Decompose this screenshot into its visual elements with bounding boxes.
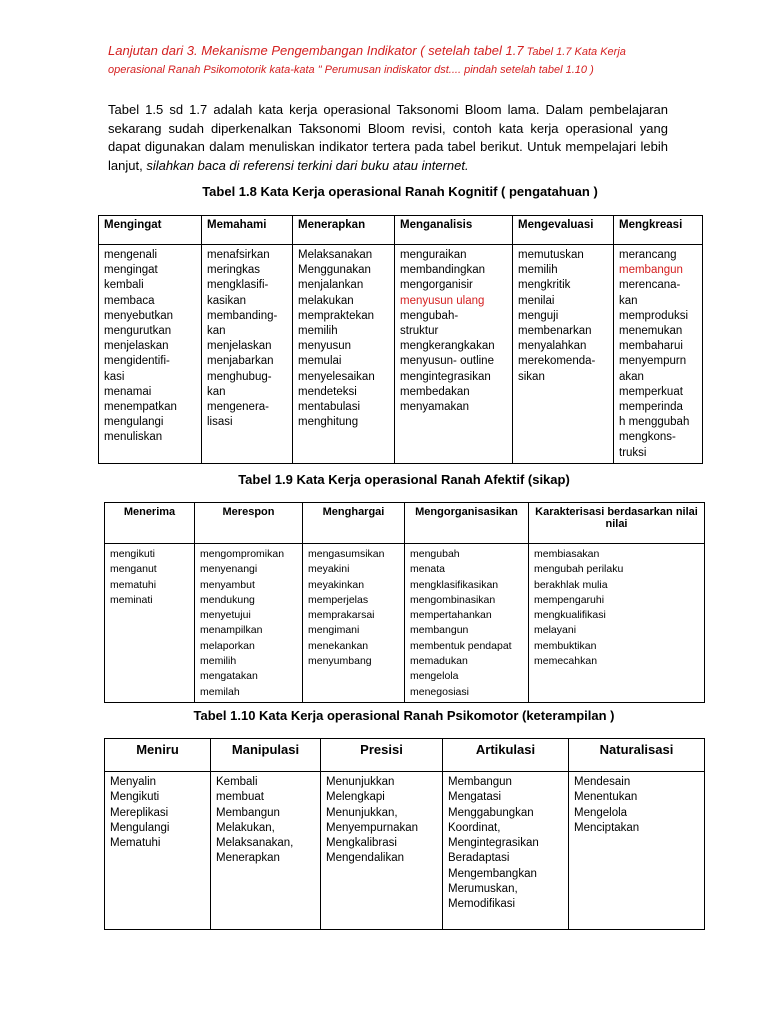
cell-item: Mengatasi bbox=[448, 791, 502, 804]
table110-header: Manipulasi bbox=[211, 739, 321, 772]
cell-item: menghubug- bbox=[207, 370, 272, 383]
cell-item: struktur bbox=[400, 325, 439, 338]
cell-item: melaporkan bbox=[200, 639, 255, 652]
cell-item: menilai bbox=[518, 294, 555, 307]
cell-item: membandingkan bbox=[400, 264, 486, 277]
table19-caption: Tabel 1.9 Kata Kerja operasional Ranah Afektif (sikap) bbox=[238, 472, 570, 487]
table19-cell bbox=[405, 544, 529, 703]
cell-item: mematuhi bbox=[110, 578, 157, 591]
cell-item: kasikan bbox=[207, 294, 246, 307]
table19-header: Karakterisasi berdasarkan nilai nilai bbox=[529, 503, 705, 544]
cell-item: mengenera- bbox=[207, 401, 270, 414]
cell-item: memulai bbox=[298, 355, 342, 368]
cell-item: meminati bbox=[110, 593, 153, 606]
intro-text: Tabel 1.5 sd 1.7 adalah kata kerja operasional Taksonomi Bloom lama. Dalam pembelajaran sekarang sudah diperkenalkan Taksonomi Bloom revisi, contoh kata kerja operasional yang dapat digunakan dalam menuliskan indikator tertera pada tabel berikut. Untuk mempelajari lebih lanjut, bbox=[108, 102, 668, 173]
cell-item: mengombinasikan bbox=[410, 593, 496, 606]
cell-item: merencana- bbox=[619, 279, 681, 292]
cell-item: membentuk pendapat bbox=[410, 639, 512, 652]
cell-item: mengingat bbox=[104, 264, 158, 277]
cell-item: mengenali bbox=[104, 249, 158, 261]
cell-item: memilih bbox=[518, 264, 558, 277]
cell-item: kan bbox=[207, 385, 226, 398]
table19-header: Menghargai bbox=[303, 503, 405, 544]
cell-item: menafsirkan bbox=[207, 249, 270, 261]
table110-header: Presisi bbox=[321, 739, 443, 772]
table19-header: Merespon bbox=[195, 503, 303, 544]
cell-item: memproduksi bbox=[619, 309, 689, 322]
cell-item: mengubah- bbox=[400, 309, 459, 322]
cell-item: mengidentifi- bbox=[104, 355, 170, 368]
cell-item: mengkerangkakan bbox=[400, 340, 495, 353]
cell-item: Menunjukkan bbox=[326, 776, 395, 788]
cell-item: Menyalin bbox=[110, 776, 157, 788]
cell-item: Mengikuti bbox=[110, 791, 160, 804]
table18-kognitif bbox=[98, 215, 703, 464]
cell-item: Kembali bbox=[216, 776, 258, 788]
cell-item: menyempurn bbox=[619, 355, 687, 368]
table110-cell bbox=[105, 772, 211, 930]
cell-item: Mengembangkan bbox=[448, 867, 537, 880]
cell-item: menempatkan bbox=[104, 401, 177, 414]
cell-item: mendukung bbox=[200, 593, 255, 606]
cell-item: meyakini bbox=[308, 563, 350, 576]
cell-item: akan bbox=[619, 370, 644, 383]
table19-header: Mengorganisasikan bbox=[405, 503, 529, 544]
cell-item: menyalahkan bbox=[518, 340, 587, 353]
cell-item: Melakukan, bbox=[216, 821, 275, 834]
table18-cell bbox=[513, 245, 614, 464]
cell-item: mengulangi bbox=[104, 416, 164, 429]
cell-item: membedakan bbox=[400, 385, 470, 398]
cell-item: kan bbox=[207, 325, 226, 338]
cell-item: menyusun- outline bbox=[400, 355, 494, 368]
cell-item: menampilkan bbox=[200, 624, 263, 637]
cell-item: menyumbang bbox=[308, 655, 372, 668]
cell-item: menyamakan bbox=[400, 401, 470, 414]
cell-item: Mendesain bbox=[574, 776, 631, 788]
cell-item: mengelola bbox=[410, 670, 459, 683]
cell-item: menyusun bbox=[298, 340, 352, 353]
cell-item: memperjelas bbox=[308, 593, 369, 606]
table110-cell bbox=[211, 772, 321, 930]
cell-item: lisasi bbox=[207, 416, 233, 429]
cell-item: membenarkan bbox=[518, 325, 592, 338]
table110-cell bbox=[569, 772, 705, 930]
continuation-note-title: Lanjutan dari 3. Mekanisme Pengembangan Indikator ( setelah tabel 1.7 bbox=[108, 43, 524, 58]
table19-cell bbox=[195, 544, 303, 703]
cell-item: Mengkalibrasi bbox=[326, 837, 397, 850]
cell-item: menghitung bbox=[298, 416, 359, 429]
table19-cell bbox=[105, 544, 195, 703]
table18-header: Mengingat bbox=[99, 216, 202, 245]
cell-item: Mengelola bbox=[574, 806, 628, 819]
cell-item: menuliskan bbox=[104, 431, 163, 444]
cell-item: mengkualifikasi bbox=[534, 609, 606, 622]
cell-item: Menggabungkan bbox=[448, 806, 534, 819]
table19-afektif bbox=[104, 502, 705, 703]
cell-item: kan bbox=[619, 294, 638, 307]
cell-item: mengkons- bbox=[619, 431, 676, 444]
table18-caption: Tabel 1.8 Kata Kerja operasional Ranah Kognitif ( pengatahuan ) bbox=[202, 184, 598, 199]
cell-item: Memodifikasi bbox=[448, 898, 516, 911]
cell-item: mengatakan bbox=[200, 670, 258, 683]
cell-item: mengintegrasikan bbox=[400, 370, 491, 383]
cell-item: berakhlak mulia bbox=[534, 578, 608, 591]
continuation-note-detail: Tabel 1.7 Kata Kerja operasional Ranah Psikomotorik kata-kata " Perumusan indiskator dst.... pindah setelah tabel 1.10 ) bbox=[108, 46, 626, 76]
cell-item: menyenangi bbox=[200, 563, 258, 576]
cell-item: Menerapkan bbox=[216, 852, 280, 865]
cell-item: menata bbox=[410, 563, 446, 576]
cell-item: memutuskan bbox=[518, 249, 584, 261]
table18-header: Mengkreasi bbox=[614, 216, 703, 245]
table110-caption: Tabel 1.10 Kata Kerja operasional Ranah Psikomotor (keterampilan ) bbox=[193, 708, 615, 723]
table18-header: Menerapkan bbox=[293, 216, 395, 245]
cell-item: membuat bbox=[216, 791, 264, 804]
intro-paragraph bbox=[108, 101, 668, 175]
cell-item: menekankan bbox=[308, 639, 369, 652]
continuation-note bbox=[108, 42, 668, 79]
cell-item: menegosiasi bbox=[410, 685, 469, 698]
table18-header: Mengevaluasi bbox=[513, 216, 614, 245]
cell-item: mengasumsikan bbox=[308, 548, 385, 560]
table110-cell bbox=[321, 772, 443, 930]
cell-item: membaca bbox=[104, 294, 155, 307]
cell-item: mempraktekan bbox=[298, 309, 375, 322]
cell-item: Koordinat, bbox=[448, 821, 501, 834]
table19-body-row bbox=[105, 544, 705, 703]
cell-item: meyakinkan bbox=[308, 578, 365, 591]
cell-item: memilih bbox=[298, 325, 338, 338]
cell-item: memadukan bbox=[410, 655, 468, 668]
cell-item: mempertahankan bbox=[410, 609, 492, 622]
cell-item: melakukan bbox=[298, 294, 354, 307]
table18-header: Memahami bbox=[202, 216, 293, 245]
table18-cell bbox=[293, 245, 395, 464]
cell-item: h menggubah bbox=[619, 416, 690, 429]
cell-item: menganut bbox=[110, 563, 157, 576]
cell-item: mengurutkan bbox=[104, 325, 172, 338]
cell-item: menjalankan bbox=[298, 279, 364, 292]
table18-cell bbox=[202, 245, 293, 464]
cell-item: membaharui bbox=[619, 340, 683, 353]
table110-header: Naturalisasi bbox=[569, 739, 705, 772]
table110-psikomotor bbox=[104, 738, 705, 930]
cell-item: menyelesaikan bbox=[298, 370, 375, 383]
cell-item: Melaksanakan bbox=[298, 249, 373, 261]
cell-item: menyebutkan bbox=[104, 309, 174, 322]
cell-item: menguraikan bbox=[400, 249, 467, 261]
cell-item: Membangun bbox=[448, 776, 512, 788]
table110-header-row bbox=[105, 739, 705, 772]
cell-item: membangun bbox=[410, 624, 469, 637]
table19-header: Menerima bbox=[105, 503, 195, 544]
table110-body-row bbox=[105, 772, 705, 930]
cell-item: menemukan bbox=[619, 325, 683, 338]
cell-item: merekomenda- bbox=[518, 355, 596, 368]
cell-item: sikan bbox=[518, 370, 545, 383]
cell-item: mengubah bbox=[410, 548, 460, 560]
cell-item: membuktikan bbox=[534, 639, 597, 652]
table110-header: Meniru bbox=[105, 739, 211, 772]
cell-item: mengorganisir bbox=[400, 279, 473, 292]
cell-item: menyetujui bbox=[200, 609, 251, 622]
table18-cell bbox=[395, 245, 513, 464]
cell-item: kembali bbox=[104, 279, 144, 292]
cell-item: mentabulasi bbox=[298, 401, 361, 414]
cell-item: kasi bbox=[104, 370, 125, 383]
cell-item: mengubah perilaku bbox=[534, 563, 624, 576]
cell-item: memprakarsai bbox=[308, 609, 375, 622]
cell-item: merancang bbox=[619, 249, 677, 261]
cell-item: Mereplikasi bbox=[110, 806, 169, 819]
cell-item: Menunjukkan, bbox=[326, 806, 398, 819]
cell-item: memecahkan bbox=[534, 655, 598, 668]
cell-item: melayani bbox=[534, 624, 577, 637]
table18-cell bbox=[99, 245, 202, 464]
cell-item: menjelaskan bbox=[207, 340, 272, 353]
cell-item: memilah bbox=[200, 685, 240, 698]
table19-cell bbox=[303, 544, 405, 703]
cell-item: membanding- bbox=[207, 309, 278, 322]
cell-item: mendeteksi bbox=[298, 385, 357, 398]
cell-item: Menggunakan bbox=[298, 264, 371, 277]
cell-item: menamai bbox=[104, 385, 152, 398]
cell-item: truksi bbox=[619, 446, 647, 459]
cell-item: Mengintegrasikan bbox=[448, 837, 539, 850]
cell-item: Mematuhi bbox=[110, 837, 161, 850]
cell-item: mengklasifi- bbox=[207, 279, 269, 292]
cell-item: Merumuskan, bbox=[448, 883, 518, 896]
table110-cell bbox=[443, 772, 569, 930]
intro-italic: silahkan baca di referensi terkini dari buku atau internet. bbox=[142, 157, 469, 173]
cell-item: Menentukan bbox=[574, 791, 638, 804]
table18-cell bbox=[614, 245, 703, 464]
table18-header-row bbox=[99, 216, 703, 245]
cell-item: Menciptakan bbox=[574, 821, 640, 834]
cell-item: menjelaskan bbox=[104, 340, 169, 353]
table19-header-row bbox=[105, 503, 705, 544]
cell-item: mengikuti bbox=[110, 548, 155, 560]
cell-item: menjabarkan bbox=[207, 355, 274, 368]
table18-body-row bbox=[99, 245, 703, 464]
cell-item: Membangun bbox=[216, 806, 280, 819]
cell-item: mengkritik bbox=[518, 279, 571, 292]
cell-item: memperinda bbox=[619, 401, 683, 414]
cell-item: menguji bbox=[518, 309, 559, 322]
cell-item: Beradaptasi bbox=[448, 852, 510, 865]
cell-item: membiasakan bbox=[534, 548, 600, 560]
cell-item: Menyempurnakan bbox=[326, 821, 419, 834]
cell-item: Melaksanakan, bbox=[216, 837, 294, 850]
cell-item: menyusun ulang bbox=[400, 294, 485, 307]
table18-header: Menganalisis bbox=[395, 216, 513, 245]
cell-item: membangun bbox=[619, 264, 683, 277]
cell-item: memilih bbox=[200, 655, 237, 668]
table19-cell bbox=[529, 544, 705, 703]
cell-item: meringkas bbox=[207, 264, 261, 277]
cell-item: Melengkapi bbox=[326, 791, 385, 804]
cell-item: mengimani bbox=[308, 624, 360, 637]
table110-header: Artikulasi bbox=[443, 739, 569, 772]
cell-item: memperkuat bbox=[619, 385, 683, 398]
cell-item: mengompromikan bbox=[200, 548, 285, 560]
cell-item: mempengaruhi bbox=[534, 593, 605, 606]
cell-item: Mengendalikan bbox=[326, 852, 405, 865]
cell-item: menyambut bbox=[200, 578, 255, 591]
cell-item: Mengulangi bbox=[110, 821, 170, 834]
cell-item: mengklasifikasikan bbox=[410, 578, 499, 591]
